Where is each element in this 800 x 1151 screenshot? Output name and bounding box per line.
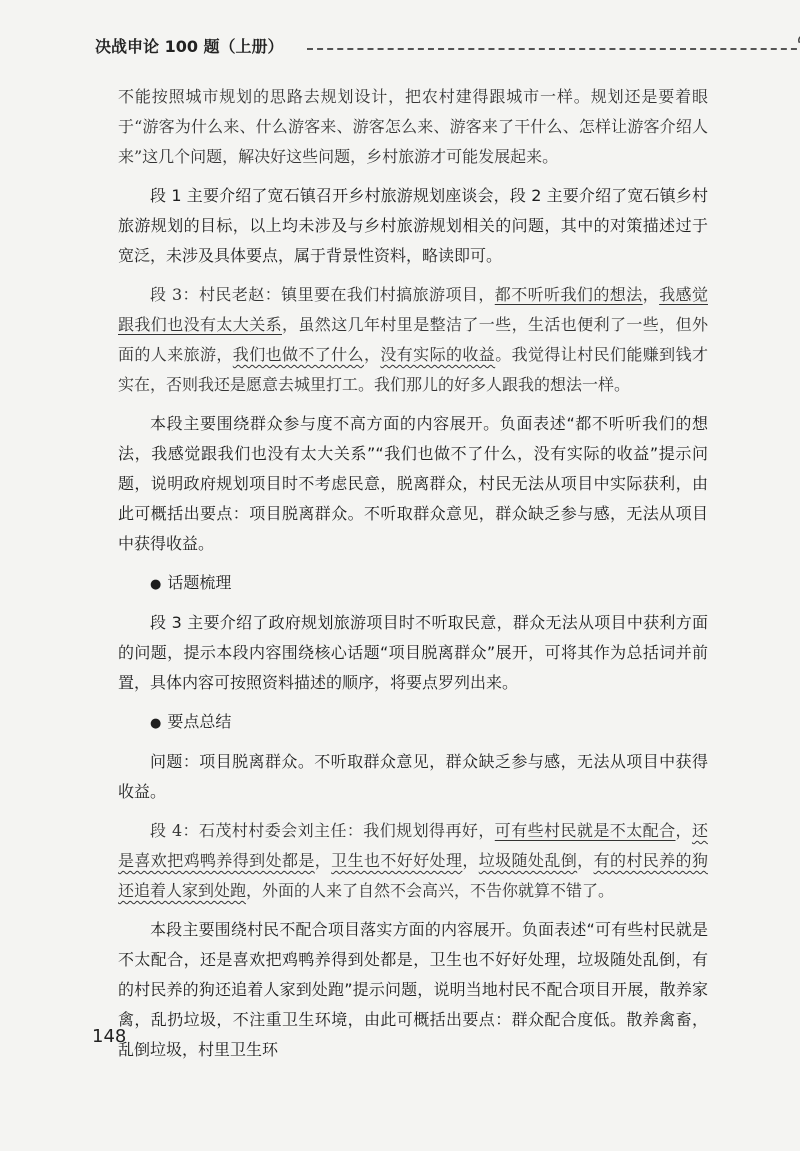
underlined-phrase: 我感觉跟我们也没有太大关系	[118, 285, 708, 334]
paragraph-material-3: 段 3：村民老赵：镇里要在我们村搞旅游项目，都不听听我们的想法，我感觉跟我们也没有太大关系，虽然这几年村里是整洁了一些，生活也便利了一些，但外面的人来旅游，我们也做不了什么，没有实际的收益。我觉得让村民们能赚到钱才实在，否则我还是愿意去城里打工。我们那儿的好多人跟我的想法一样。	[118, 285, 708, 394]
bullet-icon: ●	[150, 716, 162, 731]
book-title: 决战申论 100 题（上册）	[95, 37, 284, 56]
sprout-icon	[795, 28, 800, 56]
page-body	[118, 82, 708, 1074]
section-heading-summary: ● 要点总结	[150, 712, 232, 731]
paragraph-material-continuation: 不能按照城市规划的思路去规划设计，把农村建得跟城市一样。规划还是要着眼于“游客为什么来、什么游客来、游客怎么来、游客来了干什么、怎样让游客介绍人来”这几个问题，解决好这些问题，乡村旅游才可能发展起来。	[118, 87, 708, 166]
paragraph-analysis-1: 段 1 主要介绍了宽石镇召开乡村旅游规划座谈会，段 2 主要介绍了宽石镇乡村旅游规划的目标，以上均未涉及与乡村旅游规划相关的问题，其中的对策描述过于宽泛，未涉及具体要点，属于背景性资料，略读即可。	[118, 186, 708, 265]
header-rule	[307, 48, 800, 50]
underlined-phrase: 有的村民养的狗还追着人家到处跑	[118, 851, 708, 900]
paragraph-summary: 问题：项目脱离群众。不听取群众意见，群众缺乏参与感，无法从项目中获得收益。	[118, 752, 708, 801]
paragraph-analysis-3: 本段主要围绕群众参与度不高方面的内容展开。负面表述“都不听听我们的想法，我感觉跟我们也没有太大关系”“我们也做不了什么，没有实际的收益”提示问题，说明政府规划项目时不考虑民意，脱离群众，村民无法从项目中实际获利，由此可概括出要点：项目脱离群众。不听取群众意见，群众缺乏参与感，无法从项目中获得收益。	[118, 414, 708, 553]
underlined-phrase: 可有些村民就是不太配合	[494, 821, 676, 840]
underlined-phrase: 没有实际的收益	[380, 345, 496, 364]
section-heading-topic: ● 话题梳理	[150, 573, 232, 592]
bullet-icon: ●	[150, 577, 162, 592]
paragraph-material-4: 段 4：石茂村村委会刘主任：我们规划得再好，可有些村民就是不太配合，还是喜欢把鸡鸭养得到处都是，卫生也不好好处理，垃圾随处乱倒，有的村民养的狗还追着人家到处跑，外面的人来了自然不会高兴，不告你就算不错了。	[118, 821, 708, 900]
page-number: 148	[92, 1026, 127, 1047]
paragraph-topic: 段 3 主要介绍了政府规划旅游项目时不听取民意，群众无法从项目中获利方面的问题，提示本段内容围绕核心话题“项目脱离群众”展开，可将其作为总括词并前置，具体内容可按照资料描述的顺序，将要点罗列出来。	[118, 613, 708, 692]
underlined-phrase: 还是喜欢把鸡鸭养得到处都是	[118, 821, 708, 870]
underlined-phrase: 我们也做不了什么	[232, 345, 364, 364]
paragraph-analysis-4: 本段主要围绕村民不配合项目落实方面的内容展开。负面表述“可有些村民就是不太配合，还是喜欢把鸡鸭养得到处都是，卫生也不好好处理，垃圾随处乱倒，有的村民养的狗还追着人家到处跑”提示问题，说明当地村民不配合项目开展，散养家禽，乱扔垃圾，不注重卫生环境，由此可概括出要点：群众配合度低。散养禽畜，乱倒垃圾，村里卫生环	[118, 920, 708, 1059]
page-header	[95, 34, 735, 64]
underlined-phrase: 卫生也不好好处理	[331, 851, 463, 870]
underlined-phrase: 垃圾随处乱倒	[478, 851, 578, 870]
underlined-phrase: 都不听听我们的想法	[494, 285, 643, 304]
